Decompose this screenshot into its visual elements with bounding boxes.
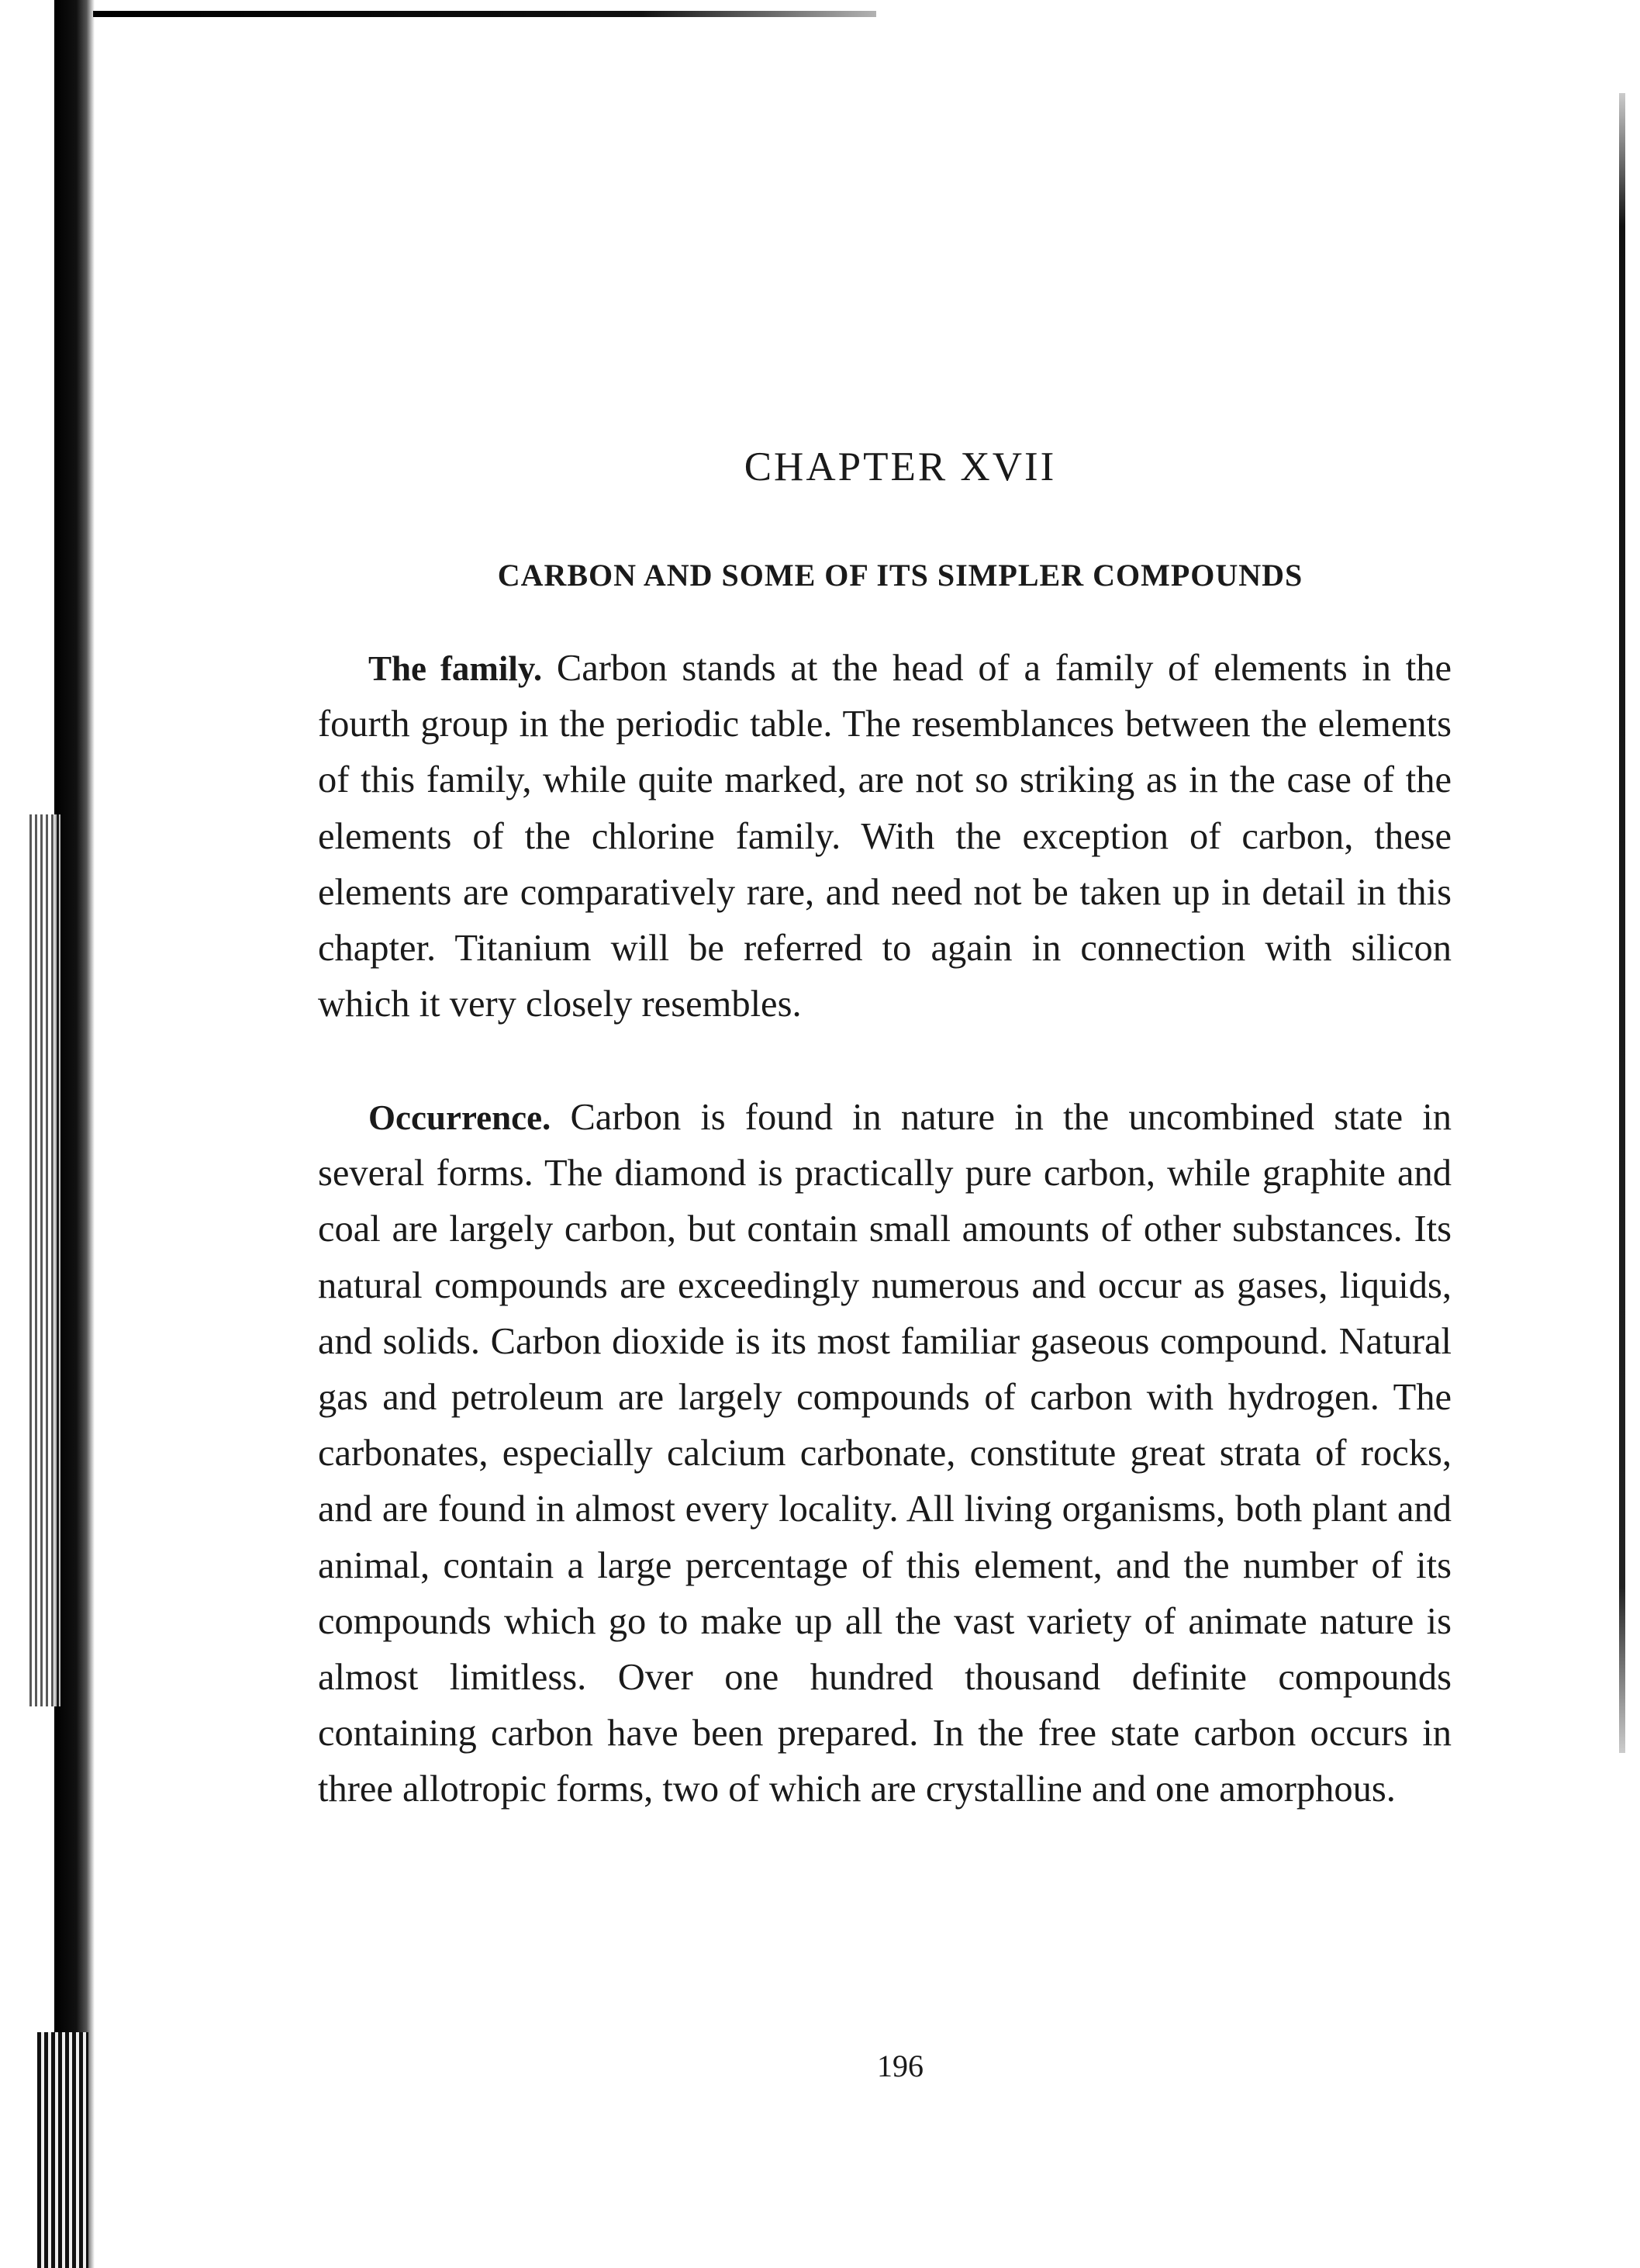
scan-edge-right: [1619, 93, 1625, 1753]
run-in-heading: The family.: [368, 649, 543, 688]
paragraph-family: [318, 641, 1452, 1032]
chapter-number: CHAPTER XVII: [744, 444, 1057, 489]
run-in-heading: Occurrence.: [368, 1098, 551, 1137]
scan-edge-left-outer: [29, 814, 60, 1706]
paragraph-text: Carbon stands at the head of a family of elements in the fourth group in the periodic table. The resemblances between the elements of this family, while quite marked, are not so striking as in the case of the elements of the chlorine family. With the exception of carbon, these elements are comparatively rare, and need not be taken up in detail in this chapter. Titanium will be referred to again in connection with silicon which it very closely resembles.: [318, 648, 1452, 1025]
scan-edge-top: [93, 11, 876, 17]
page-number: 196: [877, 2048, 924, 2083]
scan-edge-left-bottom: [37, 2032, 88, 2268]
chapter-title: CARBON AND SOME OF ITS SIMPLER COMPOUNDS: [497, 558, 1303, 593]
paragraph-occurrence: [318, 1090, 1452, 1818]
paragraph-text: Carbon is found in nature in the uncombined state in several forms. The diamond is practically pure carbon, while graphite and coal are largely carbon, but contain small amounts of other substances. Its natural compounds are exceedingly numerous and occur as gases, liquids, and solids. Carbon dioxide is its most familiar gaseous compound. Natural gas and petroleum are largely compounds of carbon with hydrogen. The carbonates, especially calcium carbonate, constitute great strata of rocks, and are found in almost every locality. All living organisms, both plant and animal, contain a large percentage of this element, and the number of its compounds which go to make up all the vast variety of animate nature is almost limitless. Over one hundred thousand definite compounds containing carbon have been prepared. In the free state carbon occurs in three allotropic forms, two of which are crystalline and one amorphous.: [318, 1097, 1452, 1810]
